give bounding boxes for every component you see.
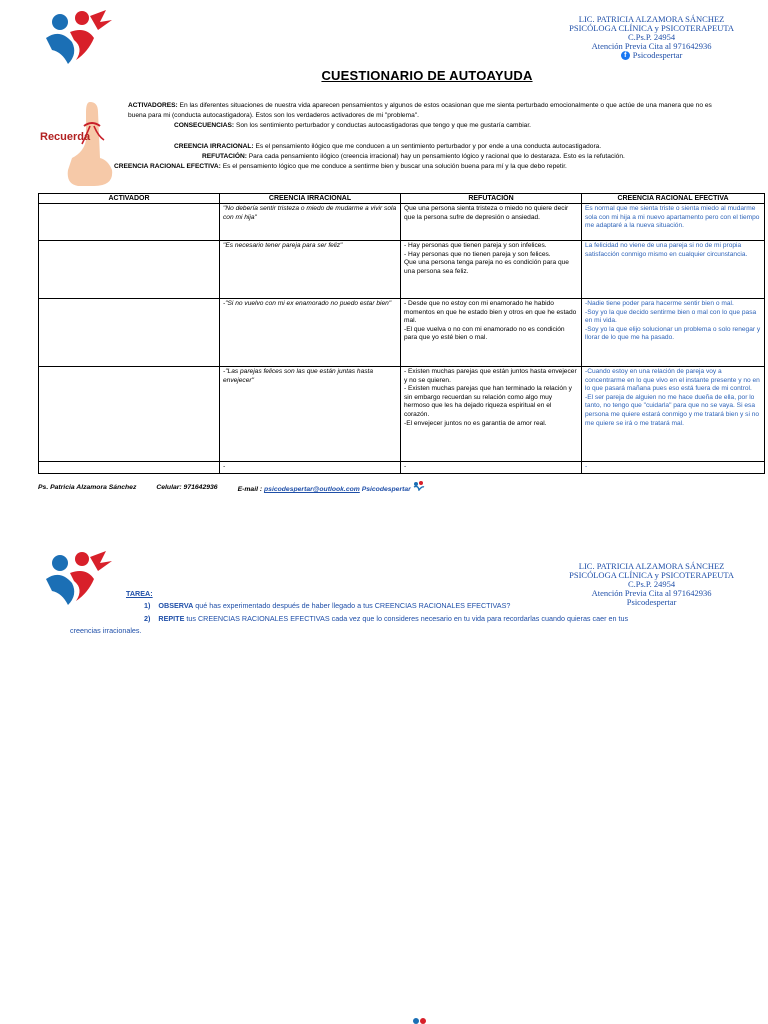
header-refutacion: REFUTACIÓN <box>401 194 582 204</box>
professional-header-2 <box>569 562 734 607</box>
header-cps: C.Ps.P. 24954 <box>627 32 676 42</box>
racional-label: CREENCIA RACIONAL EFECTIVA: <box>114 163 221 171</box>
creencia-irracional-cell: "No debería sentir tristeza o miedo de mudarme a vivir sola con mi hija" <box>220 204 401 241</box>
activadores-text: En las diferentes situaciones de nuestra vida aparecen pensamientos y algunos de estos ocasionan que me sienta perturbado emocionalmente o que actúe de una manera que no es buena para mi (conducta autocastigadora). Estos son los verdaderos activadores de mi "problema". <box>128 102 712 120</box>
creencia-irracional-cell: -"Las parejas felices son las que están juntas hasta envejecer" <box>220 367 401 462</box>
activador-cell <box>39 367 220 462</box>
creencia-racional-cell: - <box>582 462 765 474</box>
tarea-item-2-num: 2) <box>144 614 151 623</box>
consecuencias-text: Son los sentimiento perturbador y conductas autocastigadoras que tengo y que me gustaría cambiar. <box>235 122 532 130</box>
header-facebook-label: Psicodespertar <box>632 50 683 60</box>
activadores-label: ACTIVADORES: <box>128 102 178 109</box>
professional-header <box>569 15 734 60</box>
header-activador: ACTIVADOR <box>39 194 220 204</box>
def-activadores <box>128 101 728 121</box>
tarea-item-1 <box>144 600 510 612</box>
def-racional <box>114 162 728 172</box>
tarea-label: TAREA: <box>126 589 153 598</box>
recuerda-image <box>38 100 122 188</box>
facebook-icon: f <box>621 51 630 60</box>
table-row <box>39 241 765 299</box>
footer-phone: Celular: 971642936 <box>156 483 218 491</box>
creencia-irracional-cell: - <box>220 462 401 474</box>
consecuencias-label: CONSECUENCIAS: <box>174 122 235 130</box>
refutacion-text: Para cada pensamiento ilógico (creencia irracional) hay un pensamiento lógico y racional que lo destaraza. Esto es la refutación. <box>248 152 625 160</box>
recuerda-label: Recuerda <box>40 131 91 143</box>
definitions <box>114 101 728 172</box>
header2-cps: C.Ps.P. 24954 <box>627 579 676 589</box>
page-title: CUESTIONARIO DE AUTOAYUDA <box>321 68 533 83</box>
header-appointment: Atención Previa Cita al 971642936 <box>591 41 712 51</box>
tarea-item-1-verb: OBSERVA <box>158 601 194 610</box>
refutacion-cell: - Hay personas que tienen pareja y son infelices. - Hay personas que no tienen pareja y son felices. Que una persona tenga pareja no es condición para que una persona sea feliz. <box>401 241 582 299</box>
activador-cell <box>39 462 220 474</box>
table-row <box>39 204 765 241</box>
racional-text: Es el pensamiento lógico que me conduce a sentirme bien y buscar una solución buena para mí y la que debo repetir. <box>222 163 567 171</box>
tarea-item-2-continued: creencias irracionales. <box>70 626 142 635</box>
footer-email-link[interactable]: psicodespertar@outlook.com <box>264 486 360 493</box>
refutacion-cell: - Desde que no estoy con mi enamorado he habido momentos en que he estado bien y otros en que he estado mal. -El que vuelva o no con mi enamorado no es condición para que yo esté bien o mal. <box>401 299 582 367</box>
tarea-item-2 <box>144 613 764 625</box>
refutacion-cell: - <box>401 462 582 474</box>
small-logo-icon <box>413 481 425 491</box>
header-creencia-irracional: CREENCIA IRRACIONAL <box>220 194 401 204</box>
creencia-racional-cell: -Nadie tiene poder para hacerme sentir bien o mal. -Soy yo la que decido sentirme bien o mal con lo que pasa en mi vida. -Soy yo la que elijo solucionar un problema o solo renegar y llorar de lo que me ha pasado. <box>582 299 765 367</box>
logo-2 <box>40 549 118 611</box>
footer-facebook[interactable]: Psicodespertar <box>361 486 411 493</box>
header-title: PSICÓLOGA CLÍNICA y PSICOTERAPEUTA <box>569 23 734 33</box>
refutacion-cell: - Existen muchas parejas que están juntos hasta envejecer y no se quieren. - Existen muchas parejas que han terminado la relación y sin embargo recuerdan su relación como algo muy hermoso que les ha dejado riqueza espiritual en el corazón. -El envejecer juntos no es garantía de amor real. <box>401 367 582 462</box>
refutacion-cell: Que una persona sienta tristeza o miedo no quiere decir que la persona sufre de depresión o ansiedad. <box>401 204 582 241</box>
header-facebook[interactable] <box>569 51 734 60</box>
logo <box>40 8 118 70</box>
creencia-racional-cell: -Cuando estoy en una relación de pareja voy a concentrarme en lo que vivo en el instante presente y no en lo que pasará mañana pues eso está fuera de mi control. -El ser pareja de alguien no me hace dueña de ella, por lo tanto, no tengo que "cuidarla" para que no se vaya. Si esa persona me quiere estará conmigo y me tratará bien y si no me quiere se irá o me tratará mal. <box>582 367 765 462</box>
table-row <box>39 462 765 474</box>
header-name: LIC. PATRICIA ALZAMORA SÁNCHEZ <box>578 14 725 24</box>
def-consecuencias <box>128 121 728 131</box>
def-irracional <box>128 142 728 152</box>
refutacion-label: REFUTACIÓN: <box>202 152 247 160</box>
header2-name: LIC. PATRICIA ALZAMORA SÁNCHEZ <box>578 561 725 571</box>
bottom-logo-mark <box>412 1016 428 1024</box>
creencia-racional-cell: Es normal que me sienta triste o sienta miedo al mudarme sola con mi hija a mi nuevo apartamento pero con el tiempo me adaptaré a la nueva situación. <box>582 204 765 241</box>
creencia-irracional-cell: "Es necesario tener pareja para ser feliz" <box>220 241 401 299</box>
tarea-item-2-verb: REPITE <box>158 614 185 623</box>
table-header-row <box>39 194 765 204</box>
table-row <box>39 367 765 462</box>
tarea-item-1-num: 1) <box>144 601 151 610</box>
header2-facebook[interactable]: Psicodespertar <box>626 597 677 607</box>
tarea-item-2-text: tus CREENCIAS RACIONALES EFECTIVAS cada vez que lo consideres necesario en tu vida para recordarlas cuando quieras caer en tus <box>186 614 629 623</box>
def-refutacion <box>128 152 728 162</box>
irracional-label: CREENCIA IRRACIONAL: <box>174 142 254 150</box>
footer-author: Ps. Patricia Alzamora Sánchez <box>38 483 137 491</box>
header-creencia-racional: CREENCIA RACIONAL EFECTIVA <box>582 194 765 204</box>
creencia-irracional-cell: -"Si no vuelvo con mi ex enamorado no puedo estar bien" <box>220 299 401 367</box>
spacer <box>128 132 728 142</box>
header2-title: PSICÓLOGA CLÍNICA y PSICOTERAPEUTA <box>569 570 734 580</box>
activador-cell <box>39 241 220 299</box>
footer-email-group <box>238 481 425 493</box>
tarea-item-1-text: qué has experimentado después de haber llegado a tus CREENCIAS RACIONALES EFECTIVAS? <box>195 601 511 610</box>
creencia-racional-cell: La felicidad no viene de una pareja si no de mi propia satisfacción conmigo mismo en cualquier circunstancia. <box>582 241 765 299</box>
activador-cell <box>39 299 220 367</box>
activador-cell <box>39 204 220 241</box>
questionnaire-table <box>38 193 765 474</box>
footer-email-label: E-mail : <box>237 486 263 493</box>
table-row <box>39 299 765 367</box>
footer <box>38 481 425 493</box>
irracional-text: Es el pensamiento ilógico que me conducen a un sentimiento perturbador y por ende a una conducta autocastigadora. <box>255 142 602 150</box>
header2-appointment: Atención Previa Cita al 971642936 <box>591 588 712 598</box>
